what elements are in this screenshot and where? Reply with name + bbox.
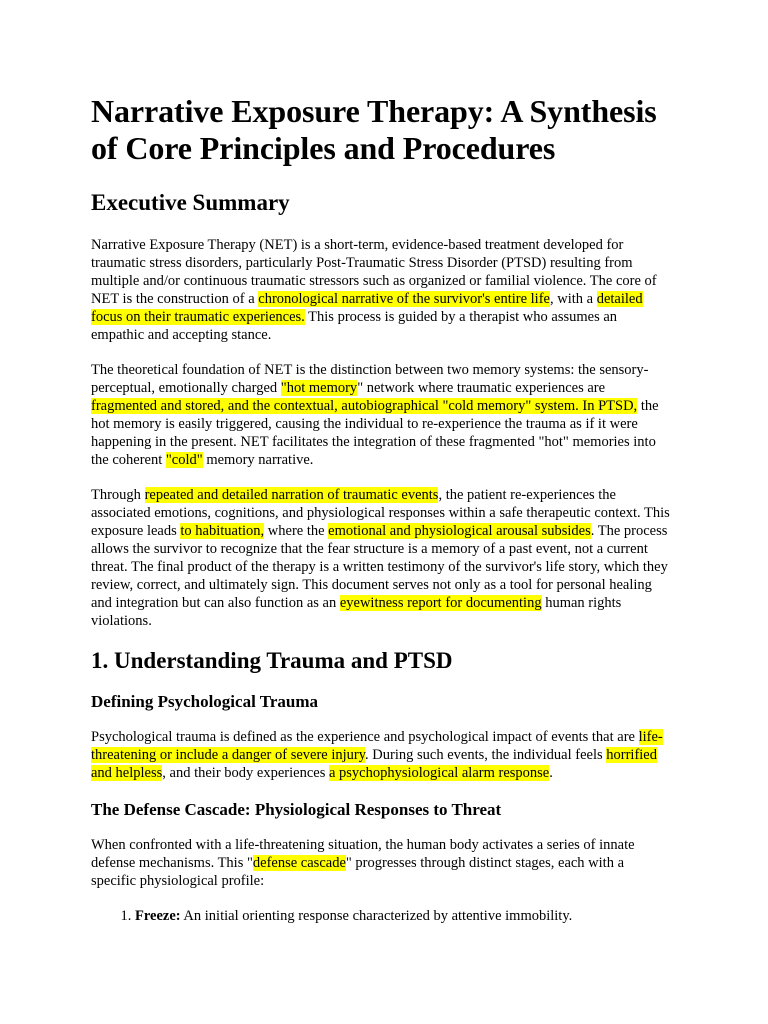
list-item-text: An initial orienting response characterized by attentive immobility. [180,908,573,924]
document-title: Narrative Exposure Therapy: A Synthesis of Core Principles and Procedures [91,93,657,166]
highlight: detailed focus on their traumatic experiences. [91,291,643,325]
highlight: life-threatening or include a danger of severe injury [91,729,663,763]
highlight: repeated and detailed narration of traumatic events [144,487,439,503]
highlight: a psychophysiological alarm response [328,765,550,781]
summary-paragraph-1: Narrative Exposure Therapy (NET) is a short-term, evidence-based treatment developed for traumatic stress disorders, particularly Post-Traumatic Stress Disorder (PTSD) resulting from multiple and/or continuous traumatic stressors such as organized or familial violence. The core of NET is the construction of a chronological narrative of the survivor's entire life, with a detailed focus on their traumatic experiences. This process is guided by a therapist who assumes an empathic and accepting stance. [91,237,657,343]
highlight: defense cascade [252,855,346,871]
executive-summary-heading: Executive Summary [91,190,290,215]
highlight: fragmented and stored, and the contextual, autobiographical "cold memory" system. In PTSD, [91,398,638,414]
list-item-term: Freeze: [135,908,181,924]
defense-stages-list [91,907,672,925]
list-item [135,907,672,925]
defense-cascade-paragraph: When confronted with a life-threatening situation, the human body activates a series of innate defense mechanisms. This "defense cascade" progresses through distinct stages, each with a specific physiological profile: [91,837,635,889]
highlight: emotional and physiological arousal subsides [328,523,591,539]
summary-paragraph-3: Through repeated and detailed narration of traumatic events, the patient re-experiences the associated emotions, cognitions, and physiological responses within a safe therapeutic context. This exposure leads to habituation, where the emotional and physiological arousal subsides. The process allows the survivor to recognize that the fear structure is a memory of a past event, not a current threat. The final product of the therapy is a written testimony of the survivor's life story, which they review, correct, and ultimately sign. This document serves not only as a tool for personal healing and integration but can also function as an eyewitness report for documenting human rights violations. [91,487,670,629]
highlight: chronological narrative of the survivor's entire life [258,291,550,307]
highlight: to habituation, [180,523,265,539]
highlight: eyewitness report for documenting [339,595,542,611]
subsection-trauma-heading: Defining Psychological Trauma [91,692,318,711]
highlight: "hot memory [280,380,358,396]
highlight: horrified and helpless [91,747,657,781]
section-1-heading: 1. Understanding Trauma and PTSD [91,648,453,673]
trauma-paragraph: Psychological trauma is defined as the experience and psychological impact of events that are life-threatening or include a danger of severe injury. During such events, the individual feels horrified and helpless, and their body experiences a psychophysiological alarm response. [91,729,663,781]
highlight: "cold" [165,452,203,468]
summary-paragraph-2: The theoretical foundation of NET is the distinction between two memory systems: the sensory-perceptual, emotionally charged "hot memory" network where traumatic experiences are fragmented and stored, and the contextual, autobiographical "cold memory" system. In PTSD, the hot memory is easily triggered, causing the individual to re-experience the trauma as if it were happening in the present. NET facilitates the integration of these fragmented "hot" memories into the coherent "cold" memory narrative. [91,362,659,468]
subsection-defense-cascade-heading: The Defense Cascade: Physiological Responses to Threat [91,800,502,819]
